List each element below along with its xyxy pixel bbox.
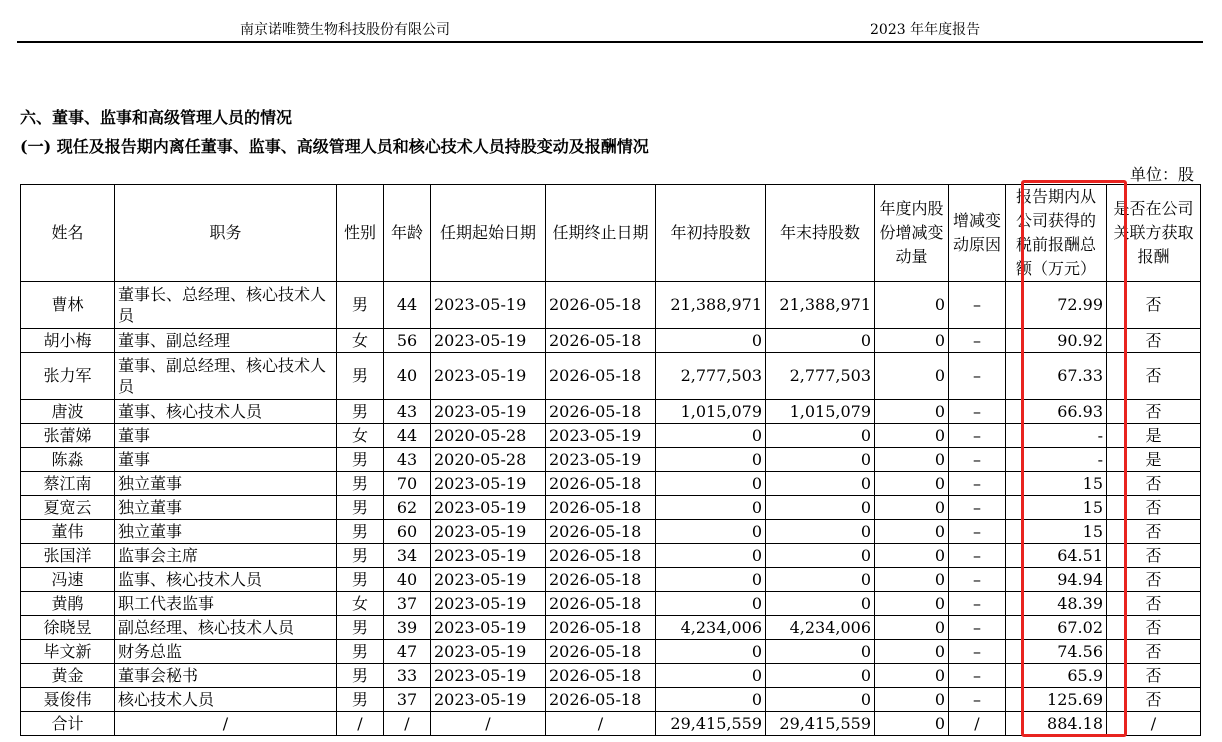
cell-change: 0 <box>875 424 949 448</box>
cell-age: 43 <box>384 448 431 472</box>
cell-change: 0 <box>875 616 949 640</box>
table-header-row <box>21 185 1201 282</box>
cell-age: 62 <box>384 496 431 520</box>
cell-start: 2020-05-28 <box>431 448 546 472</box>
cell-end: 2026-05-18 <box>546 592 656 616</box>
cell-pay: 94.94 <box>1006 568 1107 592</box>
cell-end-shares: 4,234,006 <box>766 616 875 640</box>
cell-begin-shares: 0 <box>656 472 766 496</box>
total-end: / <box>546 712 656 736</box>
cell-change: 0 <box>875 400 949 424</box>
cell-name: 张国洋 <box>21 544 115 568</box>
cell-age: 37 <box>384 592 431 616</box>
cell-begin-shares: 2,777,503 <box>656 353 766 400</box>
cell-end: 2026-05-18 <box>546 472 656 496</box>
cell-change: 0 <box>875 496 949 520</box>
total-start: / <box>431 712 546 736</box>
cell-pay: 15 <box>1006 472 1107 496</box>
table-row <box>21 448 1201 472</box>
col-header-pay: 报告期内从公司获得的税前报酬总额（万元） <box>1006 185 1107 282</box>
cell-end: 2026-05-18 <box>546 329 656 353</box>
cell-pay: 64.51 <box>1006 544 1107 568</box>
cell-age: 34 <box>384 544 431 568</box>
cell-start: 2023-05-19 <box>431 353 546 400</box>
table-row <box>21 688 1201 712</box>
cell-duty: 副总经理、核心技术人员 <box>115 616 337 640</box>
cell-begin-shares: 0 <box>656 496 766 520</box>
cell-change: 0 <box>875 448 949 472</box>
cell-related: 否 <box>1107 688 1201 712</box>
cell-pay: - <box>1006 448 1107 472</box>
section-title: 六、董事、监事和高级管理人员的情况 <box>20 108 293 127</box>
col-header-start: 任期起始日期 <box>431 185 546 282</box>
total-related: / <box>1107 712 1201 736</box>
cell-gender: 男 <box>337 400 384 424</box>
cell-related: 是 <box>1107 448 1201 472</box>
cell-pay: 15 <box>1006 496 1107 520</box>
table-row <box>21 424 1201 448</box>
cell-start: 2023-05-19 <box>431 640 546 664</box>
cell-begin-shares: 0 <box>656 664 766 688</box>
cell-duty: 董事长、总经理、核心技术人员 <box>115 282 337 329</box>
cell-duty: 职工代表监事 <box>115 592 337 616</box>
cell-begin-shares: 0 <box>656 592 766 616</box>
cell-end-shares: 0 <box>766 520 875 544</box>
cell-end-shares: 0 <box>766 568 875 592</box>
cell-end: 2026-05-18 <box>546 616 656 640</box>
table-row <box>21 282 1201 329</box>
cell-change: 0 <box>875 640 949 664</box>
cell-name: 陈淼 <box>21 448 115 472</box>
table-row <box>21 329 1201 353</box>
cell-change: 0 <box>875 688 949 712</box>
total-duty: / <box>115 712 337 736</box>
cell-name: 夏宽云 <box>21 496 115 520</box>
cell-name: 董伟 <box>21 520 115 544</box>
cell-gender: 男 <box>337 544 384 568</box>
cell-reason: – <box>949 616 1006 640</box>
cell-related: 否 <box>1107 282 1201 329</box>
cell-related: 否 <box>1107 544 1201 568</box>
cell-age: 40 <box>384 353 431 400</box>
cell-reason: – <box>949 568 1006 592</box>
cell-gender: 男 <box>337 353 384 400</box>
cell-gender: 女 <box>337 592 384 616</box>
cell-related: 否 <box>1107 329 1201 353</box>
cell-duty: 监事会主席 <box>115 544 337 568</box>
cell-name: 唐波 <box>21 400 115 424</box>
cell-change: 0 <box>875 592 949 616</box>
cell-start: 2023-05-19 <box>431 496 546 520</box>
cell-reason: – <box>949 592 1006 616</box>
col-header-gender: 性别 <box>337 185 384 282</box>
col-header-change: 年度内股份增减变动量 <box>875 185 949 282</box>
cell-age: 39 <box>384 616 431 640</box>
cell-gender: 男 <box>337 520 384 544</box>
cell-duty: 独立董事 <box>115 520 337 544</box>
cell-reason: – <box>949 544 1006 568</box>
cell-reason: – <box>949 282 1006 329</box>
cell-begin-shares: 0 <box>656 688 766 712</box>
cell-end: 2026-05-18 <box>546 688 656 712</box>
cell-age: 43 <box>384 400 431 424</box>
cell-reason: – <box>949 664 1006 688</box>
cell-start: 2023-05-19 <box>431 688 546 712</box>
cell-begin-shares: 4,234,006 <box>656 616 766 640</box>
cell-reason: – <box>949 640 1006 664</box>
cell-start: 2023-05-19 <box>431 520 546 544</box>
cell-end-shares: 0 <box>766 424 875 448</box>
total-end-shares: 29,415,559 <box>766 712 875 736</box>
cell-pay: 67.02 <box>1006 616 1107 640</box>
cell-gender: 男 <box>337 616 384 640</box>
total-begin-shares: 29,415,559 <box>656 712 766 736</box>
cell-duty: 董事会秘书 <box>115 664 337 688</box>
cell-name: 黄金 <box>21 664 115 688</box>
cell-name: 徐晓昱 <box>21 616 115 640</box>
cell-begin-shares: 1,015,079 <box>656 400 766 424</box>
cell-age: 60 <box>384 520 431 544</box>
cell-start: 2023-05-19 <box>431 616 546 640</box>
cell-age: 44 <box>384 282 431 329</box>
cell-gender: 男 <box>337 472 384 496</box>
cell-gender: 男 <box>337 282 384 329</box>
cell-end-shares: 2,777,503 <box>766 353 875 400</box>
total-pay: 884.18 <box>1006 712 1107 736</box>
cell-end-shares: 0 <box>766 664 875 688</box>
cell-end: 2023-05-19 <box>546 424 656 448</box>
cell-end: 2026-05-18 <box>546 520 656 544</box>
cell-reason: – <box>949 329 1006 353</box>
cell-pay: 125.69 <box>1006 688 1107 712</box>
cell-change: 0 <box>875 568 949 592</box>
cell-name: 冯速 <box>21 568 115 592</box>
cell-name: 张蕾娣 <box>21 424 115 448</box>
cell-duty: 董事、核心技术人员 <box>115 400 337 424</box>
col-header-begin-shares: 年初持股数 <box>656 185 766 282</box>
table-row <box>21 400 1201 424</box>
cell-begin-shares: 0 <box>656 520 766 544</box>
cell-pay: 74.56 <box>1006 640 1107 664</box>
table-row <box>21 353 1201 400</box>
cell-end-shares: 0 <box>766 592 875 616</box>
cell-pay: 15 <box>1006 520 1107 544</box>
col-header-end-shares: 年末持股数 <box>766 185 875 282</box>
cell-change: 0 <box>875 664 949 688</box>
cell-start: 2023-05-19 <box>431 472 546 496</box>
cell-reason: – <box>949 520 1006 544</box>
cell-related: 否 <box>1107 400 1201 424</box>
table-row <box>21 616 1201 640</box>
cell-end-shares: 0 <box>766 544 875 568</box>
cell-pay: 66.93 <box>1006 400 1107 424</box>
cell-duty: 独立董事 <box>115 496 337 520</box>
cell-name: 毕文新 <box>21 640 115 664</box>
cell-change: 0 <box>875 282 949 329</box>
table-row <box>21 472 1201 496</box>
cell-gender: 男 <box>337 568 384 592</box>
cell-change: 0 <box>875 472 949 496</box>
cell-end-shares: 0 <box>766 472 875 496</box>
cell-duty: 董事 <box>115 448 337 472</box>
cell-end-shares: 0 <box>766 640 875 664</box>
cell-begin-shares: 0 <box>656 448 766 472</box>
cell-reason: – <box>949 688 1006 712</box>
cell-related: 否 <box>1107 568 1201 592</box>
cell-duty: 核心技术人员 <box>115 688 337 712</box>
cell-reason: – <box>949 400 1006 424</box>
cell-end-shares: 0 <box>766 688 875 712</box>
cell-pay: 48.39 <box>1006 592 1107 616</box>
cell-end: 2026-05-18 <box>546 544 656 568</box>
cell-end-shares: 0 <box>766 329 875 353</box>
total-age: / <box>384 712 431 736</box>
cell-gender: 男 <box>337 640 384 664</box>
cell-age: 37 <box>384 688 431 712</box>
cell-end-shares: 0 <box>766 496 875 520</box>
cell-related: 否 <box>1107 353 1201 400</box>
cell-begin-shares: 0 <box>656 544 766 568</box>
cell-duty: 董事、副总经理 <box>115 329 337 353</box>
cell-name: 张力军 <box>21 353 115 400</box>
cell-end: 2026-05-18 <box>546 353 656 400</box>
cell-start: 2023-05-19 <box>431 592 546 616</box>
header-divider <box>17 41 1203 43</box>
cell-related: 否 <box>1107 616 1201 640</box>
subsection-title: (一) 现任及报告期内离任董事、监事、高级管理人员和核心技术人员持股变动及报酬情况 <box>20 137 649 156</box>
cell-related: 否 <box>1107 640 1201 664</box>
table-row <box>21 520 1201 544</box>
cell-reason: – <box>949 424 1006 448</box>
cell-end: 2026-05-18 <box>546 496 656 520</box>
cell-pay: 65.9 <box>1006 664 1107 688</box>
table-row <box>21 592 1201 616</box>
cell-age: 70 <box>384 472 431 496</box>
cell-duty: 监事、核心技术人员 <box>115 568 337 592</box>
cell-gender: 女 <box>337 424 384 448</box>
total-gender: / <box>337 712 384 736</box>
cell-begin-shares: 0 <box>656 640 766 664</box>
cell-related: 是 <box>1107 424 1201 448</box>
cell-name: 胡小梅 <box>21 329 115 353</box>
cell-start: 2023-05-19 <box>431 400 546 424</box>
cell-gender: 男 <box>337 448 384 472</box>
cell-age: 40 <box>384 568 431 592</box>
table-total-row <box>21 712 1201 736</box>
header-report-title: 2023 年年度报告 <box>870 22 981 38</box>
cell-duty: 财务总监 <box>115 640 337 664</box>
cell-related: 否 <box>1107 592 1201 616</box>
cell-start: 2023-05-19 <box>431 282 546 329</box>
cell-start: 2023-05-19 <box>431 329 546 353</box>
cell-pay: 72.99 <box>1006 282 1107 329</box>
cell-end: 2023-05-19 <box>546 448 656 472</box>
cell-begin-shares: 21,388,971 <box>656 282 766 329</box>
cell-change: 0 <box>875 353 949 400</box>
table-row <box>21 640 1201 664</box>
cell-name: 蔡江南 <box>21 472 115 496</box>
cell-name: 黄鹃 <box>21 592 115 616</box>
cell-name: 曹林 <box>21 282 115 329</box>
header-company: 南京诺唯赞生物科技股份有限公司 <box>240 22 450 38</box>
cell-pay: 67.33 <box>1006 353 1107 400</box>
cell-gender: 女 <box>337 329 384 353</box>
col-header-duty: 职务 <box>115 185 337 282</box>
compensation-table <box>20 184 1201 736</box>
col-header-end: 任期终止日期 <box>546 185 656 282</box>
cell-gender: 男 <box>337 688 384 712</box>
cell-related: 否 <box>1107 472 1201 496</box>
cell-reason: – <box>949 353 1006 400</box>
total-reason: / <box>949 712 1006 736</box>
cell-name: 聂俊伟 <box>21 688 115 712</box>
table-row <box>21 568 1201 592</box>
cell-duty: 董事、副总经理、核心技术人员 <box>115 353 337 400</box>
cell-change: 0 <box>875 520 949 544</box>
cell-end-shares: 1,015,079 <box>766 400 875 424</box>
cell-change: 0 <box>875 329 949 353</box>
cell-end: 2026-05-18 <box>546 664 656 688</box>
cell-end: 2026-05-18 <box>546 568 656 592</box>
cell-reason: – <box>949 472 1006 496</box>
cell-end: 2026-05-18 <box>546 282 656 329</box>
cell-age: 47 <box>384 640 431 664</box>
cell-gender: 男 <box>337 664 384 688</box>
cell-change: 0 <box>875 544 949 568</box>
cell-gender: 男 <box>337 496 384 520</box>
cell-begin-shares: 0 <box>656 424 766 448</box>
cell-related: 否 <box>1107 664 1201 688</box>
cell-related: 否 <box>1107 496 1201 520</box>
cell-start: 2020-05-28 <box>431 424 546 448</box>
cell-pay: - <box>1006 424 1107 448</box>
table-row <box>21 496 1201 520</box>
cell-reason: – <box>949 448 1006 472</box>
cell-start: 2023-05-19 <box>431 568 546 592</box>
table-row <box>21 544 1201 568</box>
col-header-related: 是否在公司关联方获取报酬 <box>1107 185 1201 282</box>
cell-related: 否 <box>1107 520 1201 544</box>
total-change: 0 <box>875 712 949 736</box>
cell-end: 2026-05-18 <box>546 640 656 664</box>
unit-label: 单位：股 <box>1130 165 1195 184</box>
cell-start: 2023-05-19 <box>431 664 546 688</box>
cell-end-shares: 0 <box>766 448 875 472</box>
cell-end: 2026-05-18 <box>546 400 656 424</box>
cell-begin-shares: 0 <box>656 329 766 353</box>
cell-duty: 董事 <box>115 424 337 448</box>
cell-reason: – <box>949 496 1006 520</box>
cell-pay: 90.92 <box>1006 329 1107 353</box>
cell-begin-shares: 0 <box>656 568 766 592</box>
cell-end-shares: 21,388,971 <box>766 282 875 329</box>
col-header-name: 姓名 <box>21 185 115 282</box>
col-header-age: 年龄 <box>384 185 431 282</box>
cell-age: 44 <box>384 424 431 448</box>
cell-age: 56 <box>384 329 431 353</box>
cell-duty: 独立董事 <box>115 472 337 496</box>
cell-age: 33 <box>384 664 431 688</box>
col-header-reason: 增减变动原因 <box>949 185 1006 282</box>
total-label: 合计 <box>21 712 115 736</box>
cell-start: 2023-05-19 <box>431 544 546 568</box>
table-row <box>21 664 1201 688</box>
